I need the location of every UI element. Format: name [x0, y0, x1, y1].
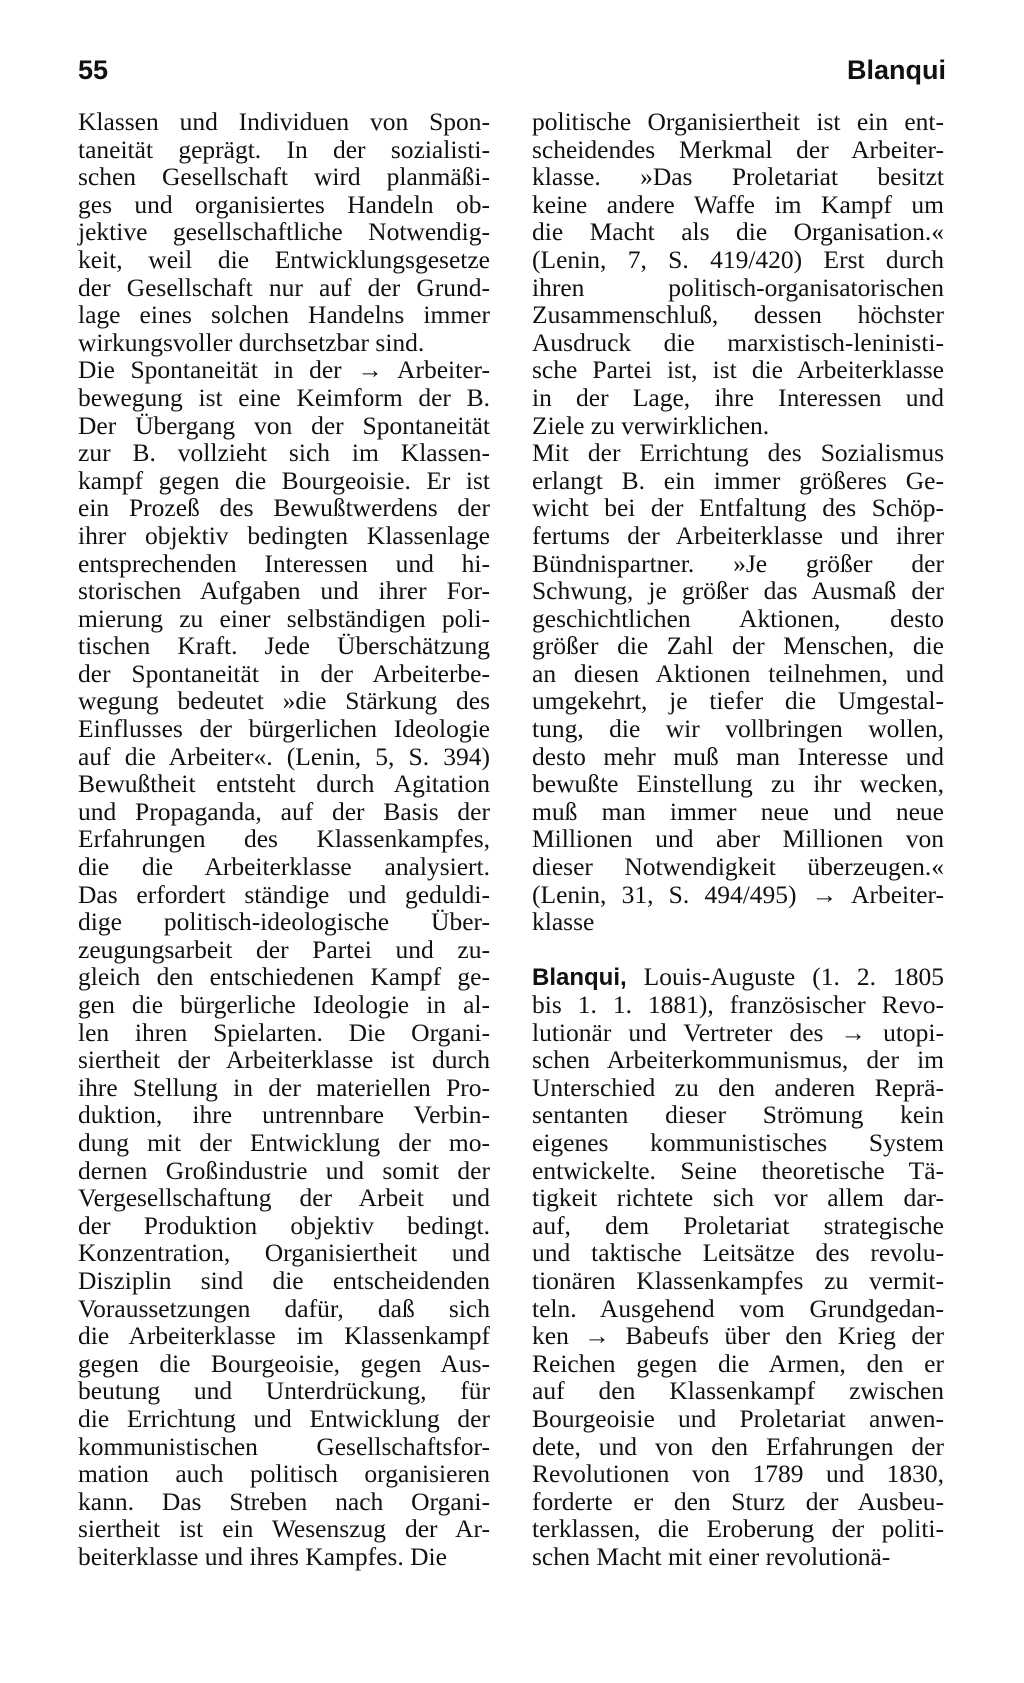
text-line: politische Organisiertheit ist ein ent- [532, 107, 944, 136]
text-line: Voraussetzungen dafür, daß sich [78, 1293, 490, 1323]
text-line: jektive gesellschaftliche Notwendig- [78, 217, 490, 247]
text-line: Klassen und Individuen von Spon- [78, 107, 490, 136]
text-line: scheidendes Merkmal der Arbeiter- [532, 134, 944, 164]
text-line: auf den Klassenkampf zwischen [532, 1376, 944, 1406]
text-line: gen die bürgerliche Ideologie in al- [78, 990, 490, 1019]
text-line: umgekehrt, je tiefer die Umgestal- [532, 686, 944, 716]
text-line: mierung zu einer selbständigen poli- [78, 603, 490, 633]
text-line: zur B. vollzieht sich im Klassen- [78, 438, 490, 468]
text-line: muß man immer neue und neue [532, 796, 944, 826]
text-line: terklassen, die Eroberung der politi- [532, 1514, 944, 1544]
text-line: schen Gesellschaft wird planmäßi- [78, 162, 490, 192]
text-line: ein Prozeß des Bewußtwerdens der [78, 493, 490, 523]
entry-headword: Blanqui, [532, 964, 627, 992]
text-line: die Arbeiterklasse im Klassenkampf [78, 1321, 490, 1351]
text-line: lutionär und Vertreter des → utopi- [532, 1017, 944, 1047]
text-line: Das erfordert ständige und geduldi- [78, 879, 490, 909]
text-line: kann. Das Streben nach Organi- [78, 1486, 490, 1516]
text-line: schen Macht mit einer revolutionä- [532, 1541, 891, 1571]
text-line: ken → Babeufs über den Krieg der [532, 1321, 944, 1351]
entry-first-line-text: Louis-Auguste (1. 2. 1805 [626, 962, 944, 992]
text-line: kommunistischen Gesellschaftsfor- [78, 1431, 490, 1461]
text-line: Revolutionen von 1789 und 1830, [532, 1459, 944, 1489]
running-head: Blanqui [847, 55, 946, 85]
text-line: tigkeit richtete sich vor allem dar- [532, 1183, 944, 1213]
text-line: sentanten dieser Strömung kein [532, 1100, 944, 1130]
text-line: auf, dem Proletariat strategische [532, 1210, 944, 1240]
text-line: größer die Zahl der Menschen, die [532, 631, 944, 661]
text-line: (Lenin, 7, S. 419/420) Erst durch [532, 244, 944, 274]
text-line: beiterklasse und ihres Kampfes. Die [78, 1541, 447, 1571]
text-line: Konzentration, Organisiertheit und [78, 1238, 490, 1268]
text-line: die Macht als die Organisation.« [532, 217, 944, 247]
text-line: dige politisch-ideologische Über- [78, 907, 490, 937]
text-line: Zusammenschluß, dessen höchster [532, 300, 944, 330]
text-line: len ihren Spielarten. Die Organi- [78, 1017, 490, 1047]
text-line: der Spontaneität in der Arbeiterbe- [78, 658, 490, 688]
text-line: Disziplin sind die entscheidenden [78, 1265, 490, 1295]
text-line: gleich den entschiedenen Kampf ge- [78, 962, 490, 992]
continued-entry-text [532, 108, 944, 936]
text-line: forderte er den Sturz der Ausbeu- [532, 1486, 944, 1516]
text-line: (Lenin, 31, S. 494/495) → Arbeiter- [532, 879, 944, 909]
text-line: fertums der Arbeiterklasse und ihrer [532, 520, 944, 550]
text-line: Erfahrungen des Klassenkampfes, [78, 824, 490, 854]
text-line: ihren politisch-organisatorischen [532, 272, 944, 302]
text-line: eigenes kommunistisches System [532, 1127, 944, 1157]
entry-first-line [532, 963, 944, 991]
text-line: entwickelte. Seine theoretische Tä- [532, 1155, 944, 1185]
text-line: Schwung, je größer das Ausmaß der [532, 576, 944, 606]
text-line: Millionen und aber Millionen von [532, 824, 944, 854]
text-line: storischen Aufgaben und ihrer For- [78, 576, 490, 606]
text-line: dieser Notwendigkeit überzeugen.« [532, 852, 944, 882]
blanqui-entry-body [532, 991, 944, 1570]
text-line: tionären Klassenkampfes zu vermit- [532, 1265, 944, 1295]
text-line: Der Übergang von der Spontaneität [78, 410, 490, 440]
text-line: wicht bei der Entfaltung des Schöp- [532, 493, 944, 523]
page-number: 55 [78, 55, 109, 85]
text-line: die Errichtung und Entwicklung der [78, 1403, 490, 1433]
text-line: Vergesellschaftung der Arbeit und [78, 1183, 490, 1213]
text-line: klasse [532, 907, 595, 937]
text-line: Reichen gegen die Armen, den er [532, 1348, 944, 1378]
entry-gap [532, 936, 944, 964]
text-line: Die Spontaneität in der → Arbeiter- [78, 355, 490, 385]
text-line: tung, die wir vollbringen wollen, [532, 714, 944, 744]
text-line: und Propaganda, auf der Basis der [78, 796, 490, 826]
text-line: tischen Kraft. Jede Überschätzung [78, 631, 490, 661]
text-line: beutung und Unterdrückung, für [78, 1376, 490, 1406]
text-line: in der Lage, ihre Interessen und [532, 382, 944, 412]
text-line: dete, und von den Erfahrungen der [532, 1431, 944, 1461]
text-line: sche Partei ist, ist die Arbeiterklasse [532, 355, 944, 385]
text-line: Bündnispartner. »Je größer der [532, 548, 944, 578]
text-line: ihre Stellung in der materiellen Pro- [78, 1072, 490, 1102]
text-line: Bourgeoisie und Proletariat anwen- [532, 1403, 944, 1433]
text-line: schen Arbeiterkommunismus, der im [532, 1045, 944, 1075]
text-line: ihrer objektiv bedingten Klassenlage [78, 520, 490, 550]
text-line: geschichtlichen Aktionen, desto [532, 603, 944, 633]
text-line: bewegung ist eine Keimform der B. [78, 382, 490, 412]
text-line: kampf gegen die Bourgeoisie. Er ist [78, 465, 490, 495]
text-line: duktion, ihre untrennbare Verbin- [78, 1100, 490, 1130]
text-line: und taktische Leitsätze des revolu- [532, 1238, 944, 1268]
text-line: bis 1. 1. 1881), französischer Revo- [532, 990, 944, 1019]
text-line: wegung bedeutet »die Stärkung des [78, 686, 490, 716]
text-line: Ausdruck die marxistisch-leninisti- [532, 327, 944, 357]
text-line: Ziele zu verwirklichen. [532, 410, 770, 440]
text-line: taneität geprägt. In der sozialisti- [78, 134, 490, 164]
text-line: Einflusses der bürgerlichen Ideologie [78, 714, 490, 744]
text-line: wirkungsvoller durchsetzbar sind. [78, 327, 425, 357]
text-line: desto mehr muß man Interesse und [532, 741, 944, 771]
text-line: lage eines solchen Handelns immer [78, 300, 490, 330]
text-line: gegen die Bourgeoisie, gegen Aus- [78, 1348, 490, 1378]
text-line: teln. Ausgehend vom Grundgedan- [532, 1293, 944, 1323]
text-line: mation auch politisch organisieren [78, 1459, 490, 1489]
text-line: siertheit der Arbeiterklasse ist durch [78, 1045, 490, 1075]
text-line: der Gesellschaft nur auf der Grund- [78, 272, 490, 302]
text-line: keine andere Waffe im Kampf um [532, 189, 944, 219]
text-line: auf die Arbeiter«. (Lenin, 5, S. 394) [78, 741, 490, 771]
text-line: Mit der Errichtung des Sozialismus [532, 438, 944, 468]
text-line: zeugungsarbeit der Partei und zu- [78, 934, 490, 964]
text-line: erlangt B. ein immer größeres Ge- [532, 465, 944, 495]
left-column [78, 108, 490, 1570]
right-column [532, 108, 944, 1570]
text-line: Unterschied zu den anderen Reprä- [532, 1072, 944, 1102]
text-line: siertheit ist ein Wesenszug der Ar- [78, 1514, 490, 1544]
text-line: Bewußtheit entsteht durch Agitation [78, 769, 490, 799]
text-line: an diesen Aktionen teilnehmen, und [532, 658, 944, 688]
text-line: entsprechenden Interessen und hi- [78, 548, 490, 578]
text-line: ges und organisiertes Handeln ob- [78, 189, 490, 219]
text-line: bewußte Einstellung zu ihr wecken, [532, 769, 944, 799]
text-line: die die Arbeiterklasse analysiert. [78, 852, 490, 882]
text-line: keit, weil die Entwicklungsgesetze [78, 244, 490, 274]
text-line: dung mit der Entwicklung der mo- [78, 1127, 490, 1157]
text-line: klasse. »Das Proletariat besitzt [532, 162, 944, 192]
blanqui-entry [532, 963, 944, 1570]
text-line: der Produktion objektiv bedingt. [78, 1210, 490, 1240]
text-line: dernen Großindustrie und somit der [78, 1155, 490, 1185]
